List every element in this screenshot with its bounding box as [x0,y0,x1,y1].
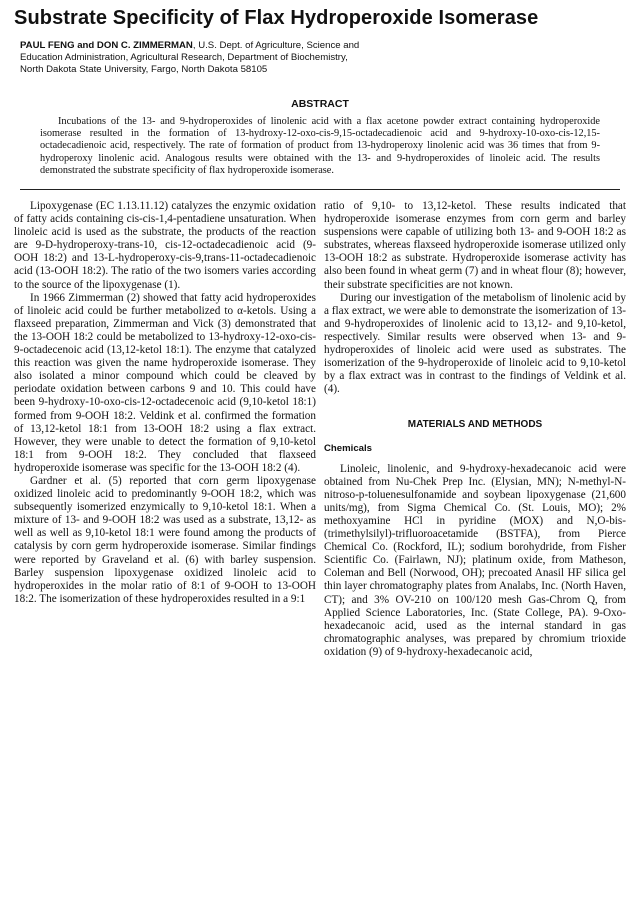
subsection-heading-chemicals: Chemicals [324,442,372,454]
author-names: PAUL FENG and DON C. ZIMMERMAN [20,40,193,51]
body-columns [14,200,626,659]
right-column [324,200,626,659]
abstract-text: Incubations of the 13- and 9-hydroperoxides of linolenic acid with a flax acetone powder extract containing hydroperoxide isomerase resulted in the formation of 13-hydroxy-12-oxo-cis-9,15-octadecadienoic acid and 9-hydroxy-10-oxo-cis-12,15-octadecadienoic acid, respectively. The rate of formation of product from 13-hydroperoxy linolenic acid was 36 times that from 9-hydroperoxy linolenic acid. Analogous results were obtained with the 13- and 9-hydroperoxides of linoleic acid. The results demonstrated the substrate specificity of flax hydroperoxide isomerase. [40,116,600,176]
right-paragraph-1: ratio of 9,10- to 13,12-ketol. These results indicated that hydroperoxide isomerase enzymes from corn germ and barley suspensions were capable of utilizing both 13- and 9-OOH 18:2 as substrates, whereas flaxseed hydroperoxide isomerase utilized only 13-OOH 18:2 as substrate. Hydroperoxide isomerase activity has also been found in wheat germ (7) and in wheat flour (8); however, their substrate specificities are not known. [324,200,626,291]
affiliation-line-2: Education Administration, Agricultural Research, Department of Biochemistry, [20,52,348,63]
abstract-divider [20,189,620,190]
abstract-heading: ABSTRACT [291,98,349,110]
left-paragraph-3: Gardner et al. (5) reported that corn germ lipoxygenase oxidized linoleic acid to predominantly 9-OOH 18:2, which was subsequently isomerized enzymically to 9,10-ketol 18:1. When a mixture of 13- and 9-OOH 18:2 was used as a substrate, 13,12- as well as well as 9,10-ketol 18:1 were found among the products of catalysis by corn germ hydroperoxide isomerase. Similar findings were reported by Graveland et al. (6) with barley suspension. Barley suspension lipoxygenase oxidized linoleic acid to hydroperoxides in the molar ratio of 8:1 of 9-OOH to 13-OOH 18:2. The isomerization of these hydroperoxides resulted in a 9:1 [14,474,316,605]
author-block [20,40,626,76]
section-heading-materials-methods: MATERIALS AND METHODS [407,419,543,431]
author-line-1 [20,40,626,52]
right-paragraph-3: Linoleic, linolenic, and 9-hydroxy-hexadecanoic acid were obtained from Nu-Chek Prep Inc. (Elysian, MN); N-methyl-N-nitroso-p-toluenesulfonamide and soybean lipoxygenase (21,600 units/mg), from Sigma Chemical Co. (St. Louis, MO); 2% methoxyamine HCl in pyridine (MOX) and N,O-bis-(trimethylsilyl)-trifluoroacetamide (BSTFA), from Pierce Chemical Co. (Rockford, IL); sodium borohydride, from Fisher Scientific Co. (Fairlawn, NJ); platinum oxide, from Matheson, Coleman and Bell (Norwood, OH); precoated Anasil HF silica gel thin layer chromatography plates from Analabs, Inc. (North Haven, CT); and 3% OV-210 on 100/120 mesh Gas-Chrom Q, from Applied Science Laboratories, Inc. (State College, PA). 9-Oxo-hexadecanoic acid, used as the internal standard in gas chromatographic analyses, was prepared by chromium trioxide oxidation (9) of 9-hydroxy-hexadecanoic acid, [324,462,626,658]
right-paragraph-2: During our investigation of the metabolism of linolenic acid by a flax extract, we were able to demonstrate the isomerization of 13- and 9-hydroperoxides of linolenic acid to 13,12- and 9,10-ketol, respectively. Similar results were observed when 13- and 9-hydroperoxides of linoleic acid were used as substrates. The isomerization of the 9-hydroperoxide of linoleic acid to 9,10-ketol by a flax extract was in contrast to the findings of Veldink et al. (4). [324,291,626,396]
left-paragraph-2: In 1966 Zimmerman (2) showed that fatty acid hydroperoxides of linoleic acid could be further metabolized to α-ketols. Using a flaxseed preparation, Zimmerman and Vick (3) demonstrated that the 13-OOH 18:2 could be metabolized to 13-hydroxy-12-oxo-cis-9-octadecenoic acid (13,12-ketol 18:1). The enzyme that catalyzed this reaction was given the name hydroperoxide isomerase. They also isolated a minor compound which could be cleaved by periodate oxidation between carbons 9 and 10. This could have been 9-hydroxy-10-oxo-cis-12-octadecenoic acid (9,10-ketol 18:1) formed from 9-OOH 18:2. Veldink et al. confirmed the formation of 13,12-ketol 18:1 from 13-OOH 18:2 using a flax extract. However, they were unable to detect the formation of 9,10-ketol 18:1 from 9-OOH 18:2. They concluded that flaxseed hydroperoxide isomerase was specific for the 13-OOH 18:2 (4). [14,291,316,474]
left-column [14,200,316,659]
left-paragraph-1: Lipoxygenase (EC 1.13.11.12) catalyzes the enzymic oxidation of fatty acids containing cis-cis-1,4-pentadiene unsaturation. When linoleic acid is used as the substrate, the products of the reaction are 9-D-hydroperoxy-trans-10, cis-12-octadecadienoic acid (9-OOH 18:2) and 13-L-hydroperoxy-cis-9,trans-11-octadecadienoic acid (13-OOH 18:2). The ratio of the two isomers varies according to the source of the lipoxygenase (1). [14,200,316,291]
affiliation-line-1: , U.S. Dept. of Agriculture, Science and [192,40,360,51]
paper-title: Substrate Specificity of Flax Hydroperoxide Isomerase [14,7,539,29]
affiliation-line-3: North Dakota State University, Fargo, North Dakota 58105 [20,64,268,75]
